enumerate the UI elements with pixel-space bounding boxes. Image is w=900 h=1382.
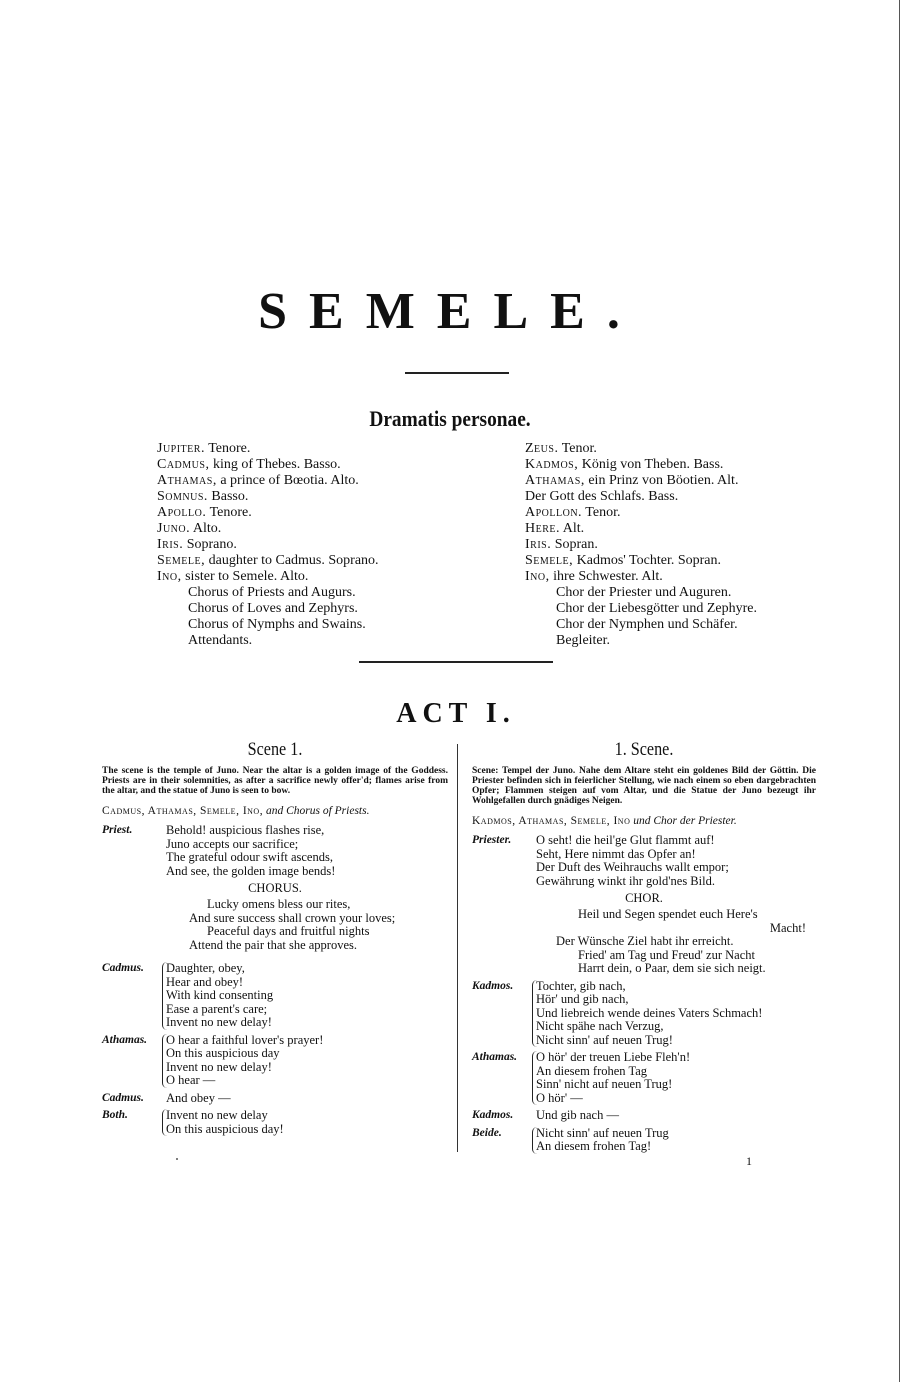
verse-line: Und liebreich wende deines Vaters Schmach! [536,1005,763,1020]
verse-line: Gewährung winkt ihr gold'nes Bild. [536,873,715,888]
verse-line: Juno accepts our sacrifice; [166,836,299,851]
chorus-entry: Chor der Priester und Auguren. [556,585,732,600]
print-speck [176,1158,178,1160]
cast-entry: Jupiter. Tenore. [157,441,251,456]
chorus-lines [472,908,816,976]
speech-lines [532,980,816,1048]
verse-line: Nicht sinn' auf neuen Trug! [536,1032,673,1047]
speaker-name: Both. [102,1109,128,1121]
cast-entry: Ino, sister to Semele. Alto. [157,569,309,584]
speech-lines [166,824,448,878]
verse-line: Hör' und gib nach, [536,992,629,1006]
scene-heading: 1. Scene. [614,739,674,760]
speech-block [472,1109,816,1123]
verse-line: Der Wünsche Ziel habt ihr erreicht. [556,934,734,948]
stage-direction: The scene is the temple of Juno. Near the altar is a golden image of the Goddess. Priests are in their solemnities, as after a sacrifice newly offer'd; flames arise from the altar, and the statue of Juno is seen to bow. [102,766,448,796]
verse-line: Seht, Here nimmt das Opfer an! [536,846,696,861]
speaker-name: Priester. [472,834,512,846]
verse-line: Harrt dein, o Paar, dem sie sich neigt. [578,961,766,975]
speech-block [102,1092,448,1106]
speaker-name: Cadmus. [102,962,144,974]
speaker-name: Kadmos. [472,1109,514,1121]
english-text-column [102,738,448,1136]
verse-line: Sinn' nicht auf neuen Trug! [536,1077,673,1091]
cast-entry: Athamas, a prince of Bœotia. Alto. [157,473,359,488]
verse-line: O hear — [166,1073,216,1087]
speech-lines [166,1092,448,1106]
verse-line: Der Duft des Weihrauchs wallt empor; [536,860,729,874]
cast-entry: Kadmos, König von Theben. Bass. [525,457,724,472]
speech-block [102,824,448,878]
column-divider [457,744,458,1152]
verse-line: O hear a faithful lover's prayer! [166,1032,324,1047]
chorus-heading: CHOR. [625,891,663,905]
verse-line: Hear and obey! [166,974,244,989]
cast-entry: Zeus. Tenor. [525,441,597,456]
chorus-entry: Chorus of Loves and Zephyrs. [188,601,358,616]
speaker-name: Priest. [102,824,133,836]
scene-cast: Kadmos, Athamas, Semele, Ino und Chor der Priester. [472,815,737,827]
german-text-column [472,738,816,1154]
speech-block [472,1051,816,1105]
cast-entry: Ino, ihre Schwester. Alt. [525,569,663,584]
cast-entry: Juno. Alto. [157,521,222,536]
section-divider [359,661,553,663]
verse-line: Daughter, obey, [166,961,245,975]
speech-lines [532,1127,816,1154]
verse-line: And sure success shall crown your loves; [189,910,396,925]
verse-line: And obey — [166,1090,231,1105]
cast-entry: Iris. Sopran. [525,537,598,552]
scene-heading: Scene 1. [247,739,303,760]
verse-line: The grateful odour swift ascends, [166,850,333,864]
verse-line: Macht! [769,920,806,935]
verse-line: O hör' der treuen Liebe Fleh'n! [536,1050,691,1064]
chorus-entry: Chor der Nymphen und Schäfer. [556,617,738,632]
verse-line: Nicht spähe nach Verzug, [536,1019,664,1033]
verse-line: Behold! auspicious flashes rise, [166,823,325,837]
verse-line: Invent no new delay [166,1108,268,1122]
cast-entry: Cadmus, king of Thebes. Basso. [157,457,341,472]
speaker-name: Athamas. [102,1033,148,1046]
speech-lines [162,1034,448,1088]
cast-entry: Iris. Soprano. [157,537,237,552]
chorus-entry: Begleiter. [556,633,611,648]
page-number: 1 [746,1154,752,1168]
chorus-entry: Chorus of Priests and Augurs. [188,585,356,600]
verse-line: Invent no new delay! [166,1015,272,1029]
dramatis-german-column [525,441,855,649]
speaker-name: Beide. [472,1126,502,1139]
page-title: SEMELE. [258,283,642,340]
speaker-name: Cadmus. [102,1091,144,1104]
verse-line: Invent no new delay! [166,1059,272,1074]
cast-entry: Apollon. Tenor. [525,505,621,520]
speech-block [102,962,448,1030]
verse-line: O hör' — [536,1090,583,1105]
chorus-entry: Chorus of Nymphs and Swains. [188,617,366,632]
cast-entry: Here. Alt. [525,521,585,536]
speaker-name: Kadmos. [472,979,514,992]
speech-lines [536,1109,816,1123]
cast-entry: Somnus. Basso. [157,489,249,504]
dramatis-heading: Dramatis personae. [369,406,531,431]
verse-line: Lucky omens bless our rites, [207,897,351,911]
speech-block [102,1034,448,1088]
chorus-lines [102,898,448,952]
cast-entry: Semele, daughter to Cadmus. Soprano. [157,553,379,568]
speech-block [472,980,816,1048]
chorus-heading: CHORUS. [248,881,302,895]
cast-entry: Athamas, ein Prinz von Böotien. Alt. [525,473,739,488]
verse-line: Und gib nach — [536,1108,619,1122]
chorus-entry: Chor der Liebesgötter und Zephyre. [556,601,757,616]
verse-line: Attend the pair that she approves. [189,937,358,952]
verse-line: On this auspicious day [166,1046,280,1060]
cast-entry: Der Gott des Schlafs. Bass. [525,489,679,504]
chorus-entry: Attendants. [188,633,253,648]
speech-lines [532,1051,816,1105]
dramatis-english-column [157,441,487,649]
speech-lines [162,962,448,1030]
verse-line: With kind consenting [166,988,274,1002]
speech-lines [536,834,816,888]
speaker-name: Athamas. [472,1051,518,1063]
verse-line: An diesem frohen Tag [536,1063,648,1078]
verse-line: Nicht sinn' auf neuen Trug [536,1125,669,1140]
verse-line: Fried' am Tag und Freud' zur Nacht [578,947,755,962]
verse-line: O seht! die heil'ge Glut flammt auf! [536,833,715,847]
verse-line: Tochter, gib nach, [536,978,626,993]
speech-block [472,834,816,888]
speech-lines [162,1109,448,1136]
verse-line: On this auspicious day! [166,1121,284,1136]
speech-block [102,1109,448,1136]
speech-block [472,1127,816,1154]
stage-direction: Scene: Tempel der Juno. Nahe dem Altare steht ein goldenes Bild der Göttin. Die Priester befinden sich in feierlicher Stellung, wie nach einem so eben dargebrachten Opfer; Flammen steigen auf vom Altar, und die Statue der Juno bezeugt ihr Wohlgefallen durch gnädiges Neigen. [472,766,816,806]
title-divider [405,372,509,374]
verse-line: And see, the golden image bends! [166,863,336,878]
verse-line: An diesem frohen Tag! [536,1139,652,1153]
act-heading: ACT I. [396,698,516,729]
cast-entry: Semele, Kadmos' Tochter. Sopran. [525,553,721,568]
scene-cast: Cadmus, Athamas, Semele, Ino, and Chorus of Priests. [102,805,370,817]
verse-line: Peaceful days and fruitful nights [207,924,370,938]
verse-line: Ease a parent's care; [166,1001,268,1016]
verse-line: Heil und Segen spendet euch Here's [578,907,758,921]
cast-entry: Apollo. Tenore. [157,505,252,520]
